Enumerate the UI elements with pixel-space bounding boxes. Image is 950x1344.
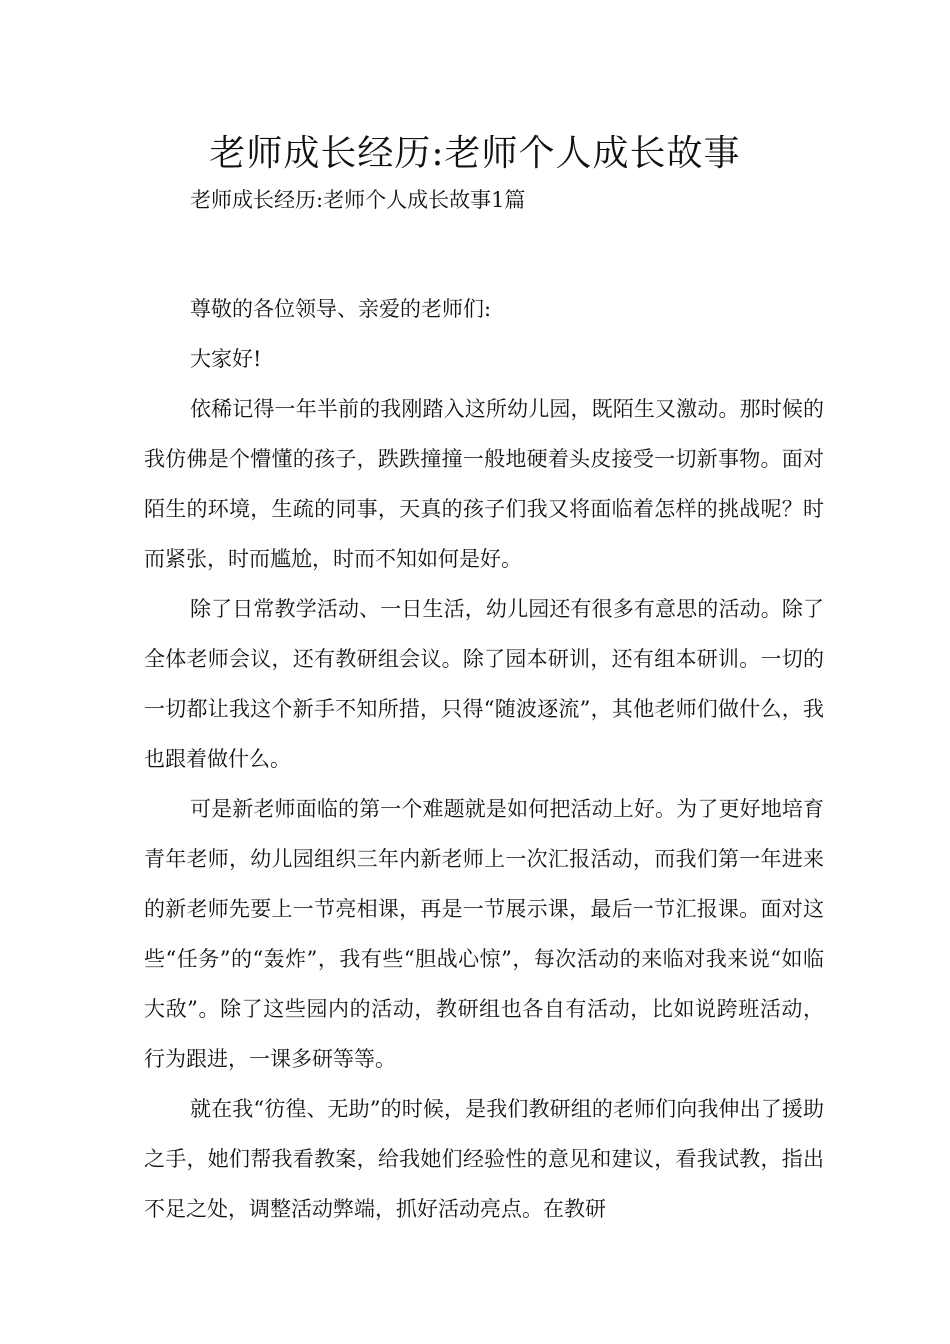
document-subtitle: 老师成长经历:老师个人成长故事1篇 <box>190 188 526 212</box>
document-title: 老师成长经历:老师个人成长故事 <box>209 133 741 174</box>
document-body <box>144 284 824 1234</box>
paragraph: 除了日常教学活动、一日生活，幼儿园还有很多有意思的活动。除了全体老师会议，还有教研组会议。除了园本研训，还有组本研训。一切的一切都让我这个新手不知所措，只得“随波逐流”，其他老师们做什么，我也跟着做什么。 <box>144 597 824 771</box>
paragraph: 依稀记得一年半前的我刚踏入这所幼儿园，既陌生又激动。那时候的我仿佛是个懵懂的孩子，跌跌撞撞一般地硬着头皮接受一切新事物。面对陌生的环境，生疏的同事，天真的孩子们我又将面临着怎样的挑战呢？时而紧张，时而尴尬，时而不知如何是好。 <box>144 397 824 571</box>
paragraph-greeting: 大家好! <box>190 347 262 371</box>
paragraph: 就在我“彷徨、无助”的时候，是我们教研组的老师们向我伸出了援助之手，她们帮我看教案，给我她们经验性的意见和建议，看我试教，指出不足之处，调整活动弊端，抓好活动亮点。在教研 <box>144 1097 824 1221</box>
paragraph: 可是新老师面临的第一个难题就是如何把活动上好。为了更好地培育青年老师，幼儿园组织三年内新老师上一次汇报活动，而我们第一年进来的新老师先要上一节亮相课，再是一节展示课，最后一节汇报课。面对这些“任务”的“轰炸”，我有些“胆战心惊”，每次活动的来临对我来说“如临大敌”。除了这些园内的活动，教研组也各自有活动，比如说跨班活动，行为跟进，一课多研等等。 <box>144 797 824 1071</box>
paragraph-salutation: 尊敬的各位领导、亲爱的老师们: <box>190 297 492 321</box>
